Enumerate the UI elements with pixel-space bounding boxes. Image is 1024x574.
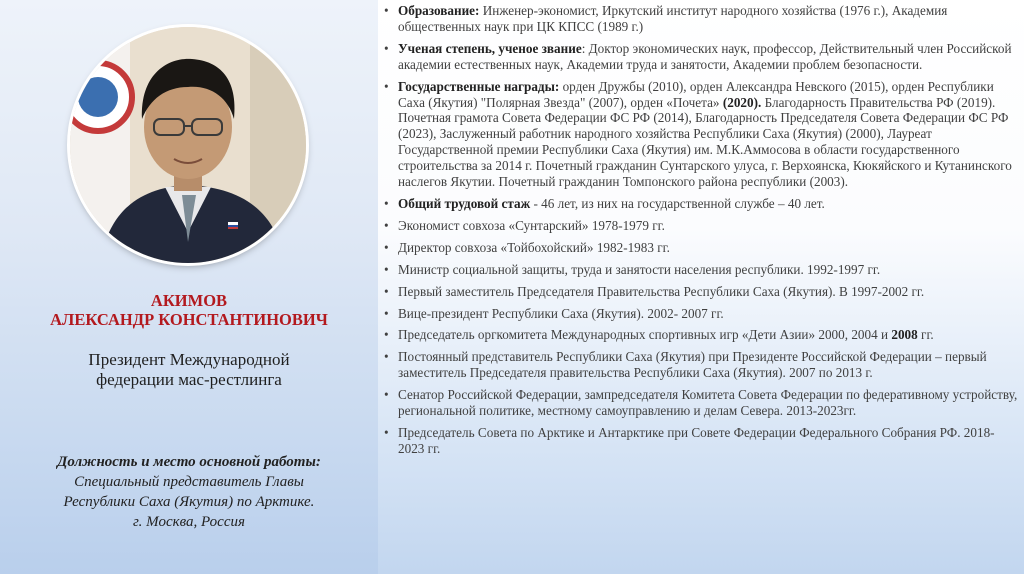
position-line-3: г. Москва, Россия xyxy=(133,514,245,530)
person-role xyxy=(0,350,378,390)
position-line-2: Республики Саха (Якутия) по Арктике. xyxy=(63,494,315,510)
education-label: Образование: xyxy=(398,3,480,18)
education-text: Инженер-экономист, Иркутский институт народного хозяйства (1976 г.), Академия общественных наук при ЦК КПСС (1989 г.) xyxy=(398,3,948,34)
bio-item-career-3: • Министр социальной защиты, труда и занятости населения республики. 1992-1997 гг. xyxy=(378,262,1020,278)
bio-item-experience xyxy=(378,196,1020,212)
bio-item-education xyxy=(378,3,1020,35)
degree-text: : Доктор экономических наук, профессор, Действительный член Российской академии естественных наук, Академии труда и занятости, Академии проблем безопасности. xyxy=(398,40,1012,72)
bio-item-career-1: • Экономист совхоза «Сунтарский» 1978-1979 гг. xyxy=(378,218,1020,234)
career-6-year: 2008 xyxy=(891,327,918,343)
bio-item-degree xyxy=(378,41,1020,73)
person-name xyxy=(0,291,378,329)
role-line-2: федерации мас-рестлинга xyxy=(96,370,282,389)
position-block xyxy=(0,452,378,532)
experience-label: Общий трудовой стаж xyxy=(398,195,531,211)
degree-label: Ученая степень, ученое звание xyxy=(398,40,582,56)
bio-item-career-8: • Сенатор Российской Федерации, зампредседателя Комитета Совета Федерации по федеративному устройству, региональной политике, местному самоуправлению и делам Севера. 2013-2023гг. xyxy=(378,387,1020,419)
surname: АКИМОВ xyxy=(150,291,228,310)
bio-item-career-6 xyxy=(378,327,1020,343)
position-line-1: Специальный представитель Главы xyxy=(74,474,304,490)
portrait-photo xyxy=(70,27,306,263)
awards-year: (2020). xyxy=(722,94,762,110)
bio-item-career-2: • Директор совхоза «Тойбохойский» 1982-1983 гг. xyxy=(378,240,1020,256)
given-names: АЛЕКСАНДР КОНСТАНТИНОВИЧ xyxy=(50,310,328,329)
awards-label: Государственные награды: xyxy=(398,78,560,94)
bio-item-career-9: • Председатель Совета по Арктике и Антарктике при Совете Федерации Федерального Собрания РФ. 2018-2023 гг. xyxy=(378,425,1020,457)
biography-list xyxy=(378,3,1020,463)
bio-item-career-5: • Вице-президент Республики Саха (Якутия). 2002- 2007 гг. xyxy=(378,306,1020,322)
bio-item-career-4: • Первый заместитель Председателя Правительства Республики Саха (Якутия). В 1997-2002 гг. xyxy=(378,284,1020,300)
awards-text-a: орден Дружбы (2010), орден Александра Невского (2015), орден Республики Саха (Якутия) "Полярная Звезда" (2007), орден «Почета» xyxy=(398,78,994,110)
career-6-text-c: гг. xyxy=(917,327,934,343)
bio-item-awards xyxy=(378,79,1020,190)
role-line-1: Президент Международной xyxy=(88,350,290,369)
position-heading: Должность и место основной работы: xyxy=(57,454,321,470)
bio-item-career-7: • Постоянный представитель Республики Саха (Якутия) при Президенте Российской Федерации – первый заместитель Председателя правительства Республики Саха (Якутия). 2007 по 2013 г. xyxy=(378,349,1020,381)
experience-text: - 46 лет, из них на государственной службе – 40 лет. xyxy=(530,195,825,211)
awards-text-b: Благодарность Правительства РФ (2019). Почетная грамота Совета Федерации ФС РФ (2014), Благодарность Председателя Совета Федерации ФС РФ (2023), Заслуженный работник народного хозяйства Республики Саха (Якутия) (2000), Лауреат Государственной премии Республики Саха (Якутия) им. М.К.Аммосова в области государственного строительства за 2014 г. Почетный гражданин Сунтарского улуса, г. Верхоянска, Кюкяйского и Кутанинского наслегов Якутии. Почетный гражданин Томпонского района республики (2003). xyxy=(398,94,1012,190)
career-6-text-a: Председатель оргкомитета Международных спортивных игр «Дети Азии» 2000, 2004 и xyxy=(398,327,892,343)
